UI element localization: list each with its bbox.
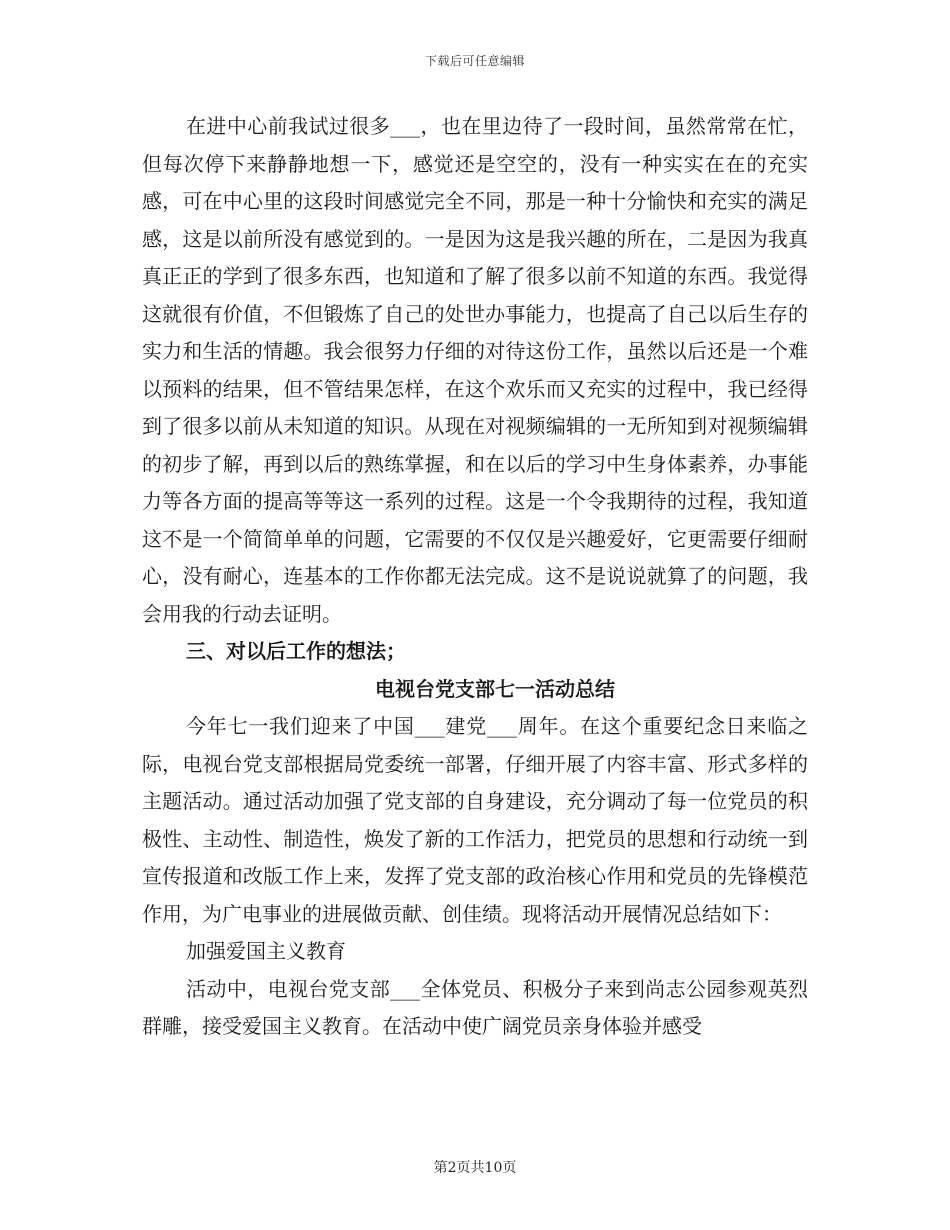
document-title: 电视台党支部七一活动总结 [375,676,615,701]
page-header: 下载后可任意编辑 [424,54,525,68]
section-heading-future-work: 三、对以后工作的想法； [186,639,406,663]
paragraph-introduction: 今年七一我们迎来了中国___建党___周年。在这个重要纪念日来临之际，电视台党支部根据局党委统一部署，仔细开展了内容丰富、形式多样的主题活动。通过活动加强了党支部的自身建设，充分调动了每一位党员的积极性、主动性、制造性，焕发了新的工作活力，把党员的思想和行动统一到宣传报道和改版工作上来，发挥了党支部的政治核心作用和党员的先锋模范作用，为广电事业的进展做贡献、创佳绩。现将活动开展情况总结如下： [142,714,808,926]
paragraph-work-reflection: 在进中心前我试过很多___，也在里边待了一段时间，虽然常常在忙，但每次停下来静静地想一下，感觉还是空空的，没有一种实实在在的充实感，可在中心里的这段时间感觉完全不同，那是一种十分愉快和充实的满足感，这是以前所没有感觉到的。一是因为这是我兴趣的所在，二是因为我真真正正的学到了很多东西，也知道和了解了很多以前不知道的东西。我觉得这就很有价值，不但锻炼了自己的处世办事能力，也提高了自己以后生存的实力和生活的情趣。我会很努力仔细的对待这份工作，虽然以后还是一个难以预料的结果，但不管结果怎样，在这个欢乐而又充实的过程中，我已经得到了很多以前从未知道的知识。从现在对视频编辑的一无所知到对视频编辑的初步了解，再到以后的熟练掌握，和在以后的学习中生身体素养，办事能力等各方面的提高等等这一系列的过程。这是一个令我期待的过程，我知道这不是一个简简单单的问题，它需要的不仅仅是兴趣爱好，它更需要仔细耐心，没有耐心，连基本的工作你都无法完成。这不是说说就算了的问题，我会用我的行动去证明。 [142,114,808,626]
paragraph-activity: 活动中，电视台党支部___全体党员、积极分子来到尚志公园参观英烈群雕，接受爱国主义教育。在活动中使广阔党员亲身体验并感受 [142,976,808,1038]
page-number: 第2页共10页 [433,1160,517,1176]
document-body [142,108,808,1046]
subheading-patriotic-education: 加强爱国主义教育 [186,939,346,963]
